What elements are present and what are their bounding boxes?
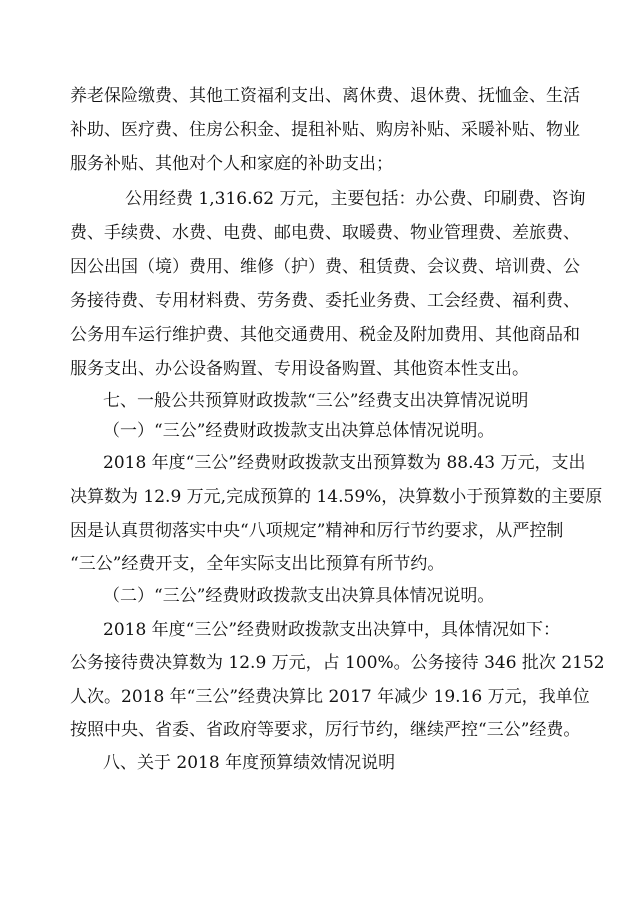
text-line: “三公”经费开支，全年实际支出比预算有所节约。 — [70, 554, 445, 574]
text-line: 按照中央、省委、省政府等要求，厉行节约，继续严控“三公”经费。 — [70, 720, 581, 740]
text-line: 决算数为 12.9 万元,完成预算的 14.59%，决算数小于预算数的主要原 — [70, 487, 603, 507]
text-line: 服务补贴、其他对个人和家庭的补助支出； — [70, 154, 393, 174]
text-line: 补助、医疗费、住房公积金、提租补贴、购房补贴、采暖补贴、物业 — [70, 120, 580, 140]
text-line: 费、手续费、水费、电费、邮电费、取暖费、物业管理费、差旅费、 — [70, 223, 580, 243]
text-line: 2018 年度“三公”经费财政拨款支出决算中，具体情况如下： — [103, 620, 561, 640]
text-line: 2018 年度“三公”经费财政拨款支出预算数为 88.43 万元，支出 — [103, 453, 586, 473]
text-line: 公务用车运行维护费、其他交通费用、税金及附加费用、其他商品和 — [70, 325, 580, 345]
subsection-heading-2: （二）“三公”经费财政拨款支出决算具体情况说明。 — [103, 586, 495, 606]
subsection-heading-1: （一）“三公”经费财政拨款支出决算总体情况说明。 — [103, 421, 495, 441]
section-heading-7: 七、一般公共预算财政拨款“三公”经费支出决算情况说明 — [103, 391, 529, 411]
text-line: 人次。2018 年“三公”经费决算比 2017 年减少 19.16 万元，我单位 — [70, 687, 590, 707]
text-line: 务接待费、专用材料费、劳务费、委托业务费、工会经费、福利费、 — [70, 291, 580, 311]
text-line: 公务接待费决算数为 12.9 万元，占 100%。公务接待 346 批次 2152 — [70, 653, 605, 673]
text-line: 服务支出、办公设备购置、专用设备购置、其他资本性支出。 — [70, 359, 529, 379]
text-line: 因公出国（境）费用、维修（护）费、租赁费、会议费、培训费、公 — [70, 257, 580, 277]
text-line: 养老保险缴费、其他工资福利支出、离休费、退休费、抚恤金、生活 — [70, 86, 580, 106]
text-line: 因是认真贯彻落实中央“八项规定”精神和厉行节约要求，从严控制 — [70, 521, 564, 541]
text-line: 公用经费 1,316.62 万元，主要包括：办公费、印刷费、咨询 — [125, 189, 586, 209]
section-heading-8: 八、关于 2018 年度预算绩效情况说明 — [103, 753, 396, 773]
